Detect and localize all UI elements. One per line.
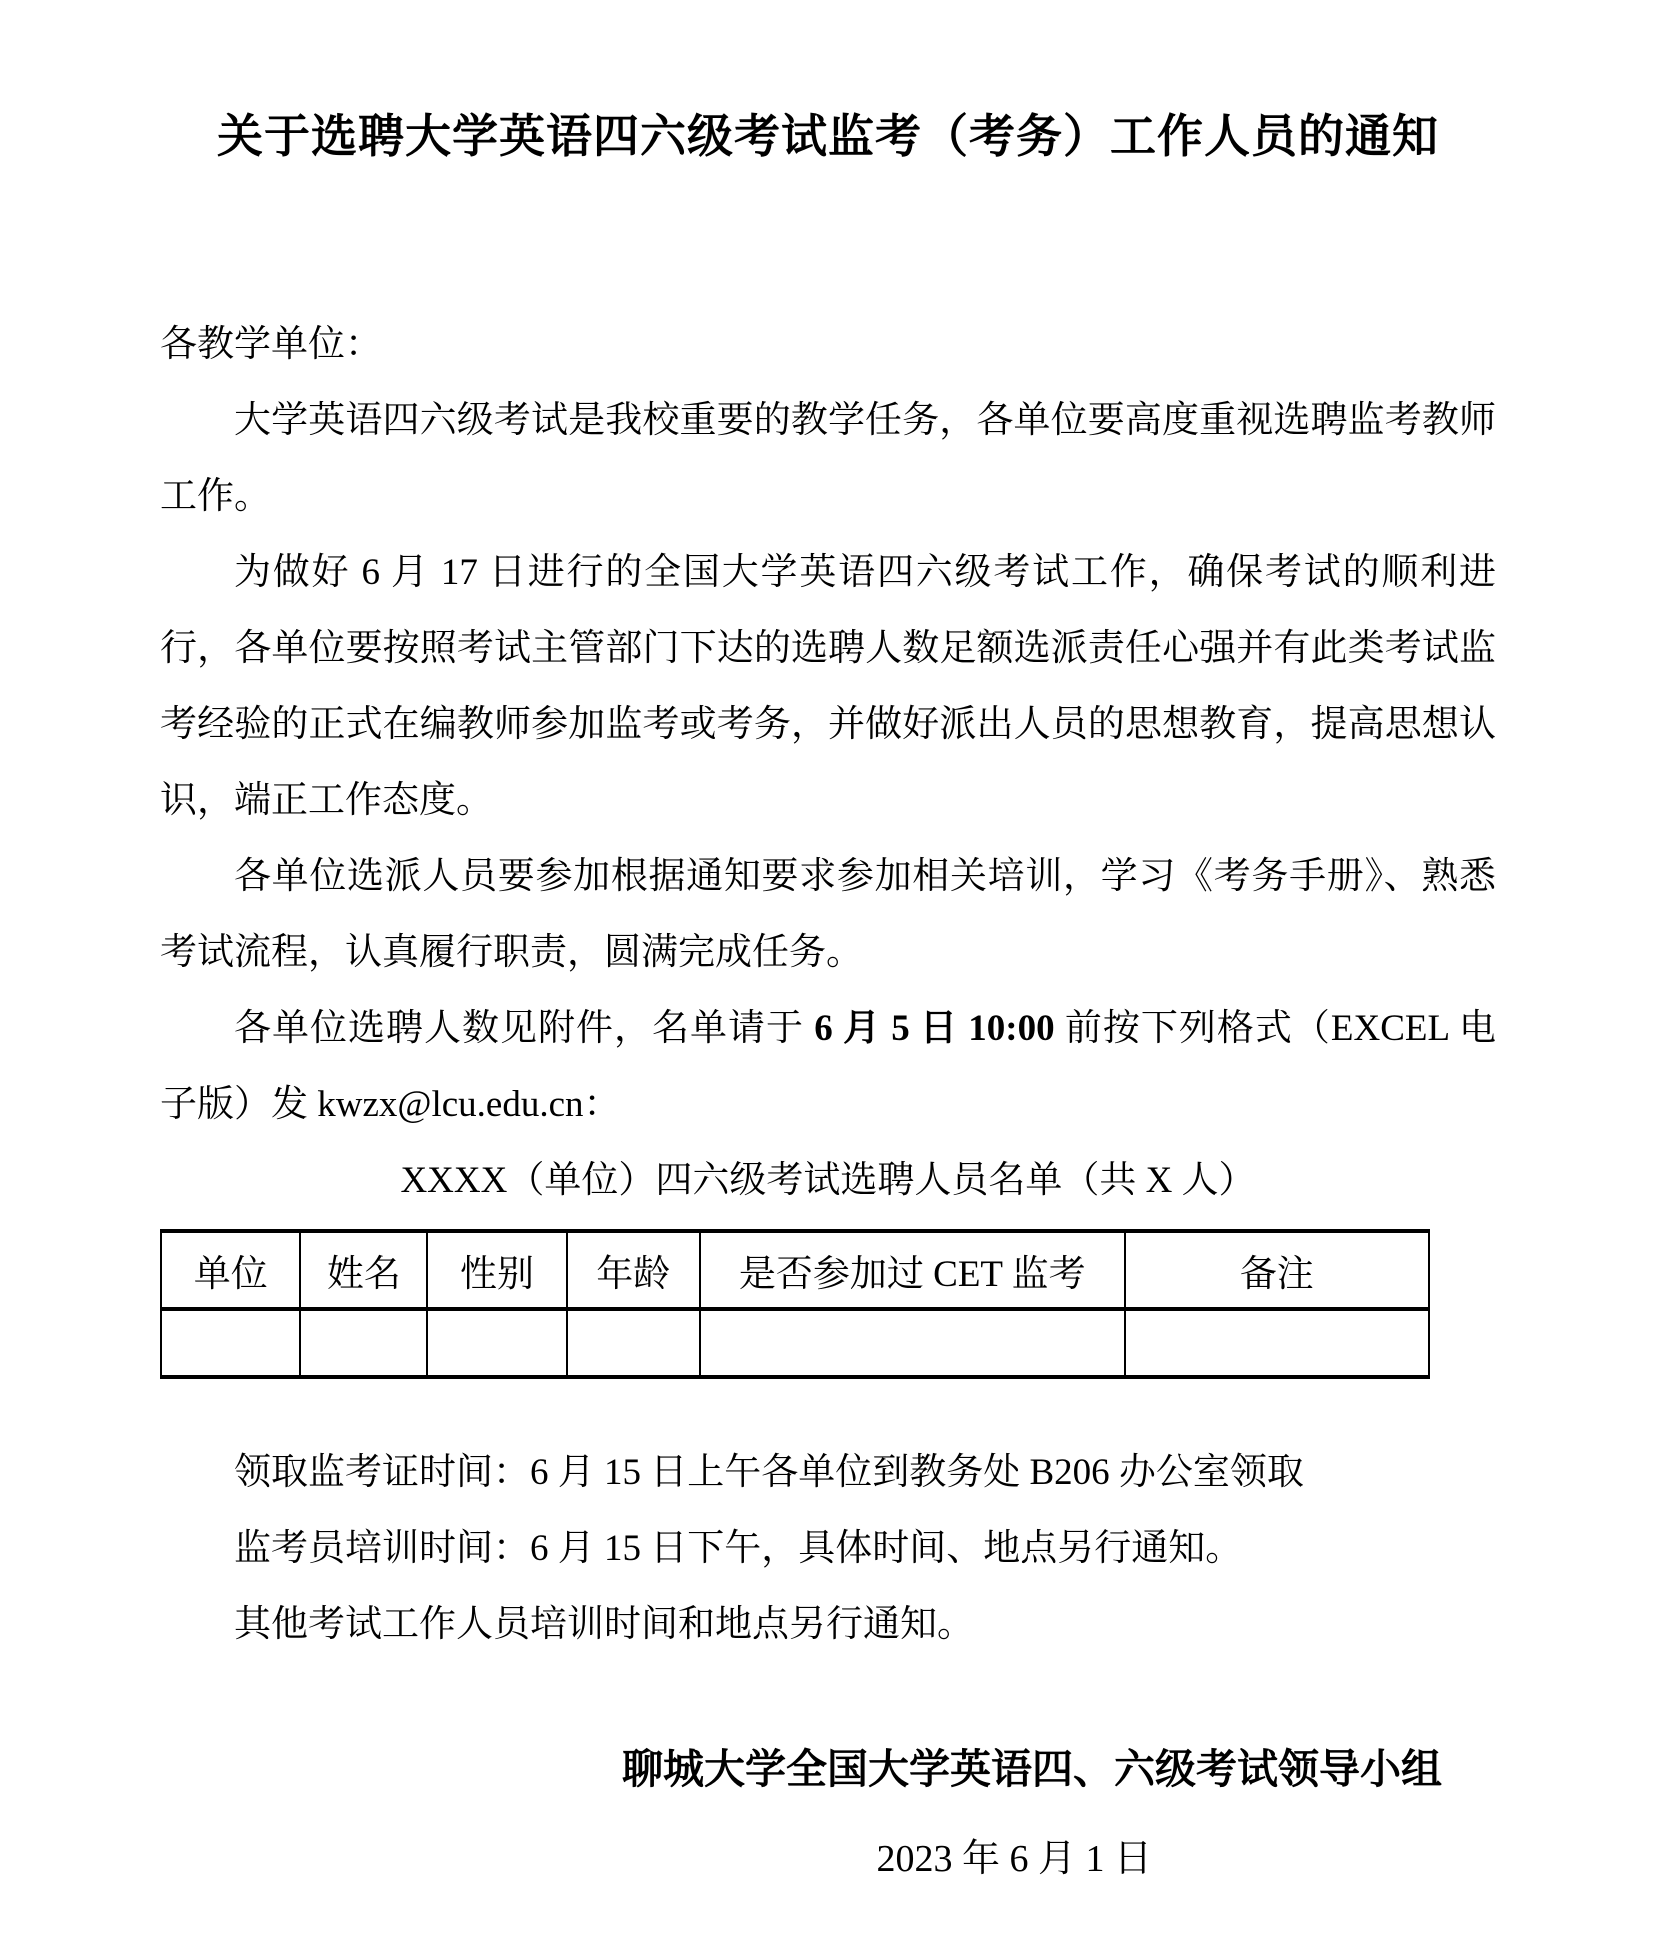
deadline-datetime: 6 月 5 日 10:00	[814, 1008, 1055, 1049]
empty-cell-name	[300, 1309, 427, 1377]
header-cell-gender: 性别	[427, 1231, 566, 1309]
roster-table	[160, 1229, 1430, 1379]
contact-email: kwzx@lcu.edu.cn	[317, 1084, 584, 1125]
issue-date: 2023 年 6 月 1 日	[876, 1838, 1152, 1880]
roster-empty-row	[161, 1309, 1429, 1377]
header-cell-unit: 单位	[161, 1231, 300, 1309]
deadline-text-tail: ：	[583, 1084, 621, 1125]
header-cell-cet-experience: 是否参加过 CET 监考	[700, 1231, 1125, 1309]
note-other-staff-training: 其他考试工作人员培训时间和地点另行通知。	[234, 1604, 974, 1645]
header-cell-age: 年龄	[567, 1231, 700, 1309]
paragraph-requirements: 为做好 6 月 17 日进行的全国大学英语四六级考试工作，确保考试的顺利进行，各单位要按照考试主管部门下达的选聘人数足额选派责任心强并有此类考试监考经验的正式在编教师参加监考或考务，并做好派出人员的思想教育，提高思想认识，端正工作态度。	[160, 552, 1496, 821]
document-body	[160, 307, 1496, 1219]
empty-cell-remarks	[1125, 1309, 1429, 1377]
note-proctor-card-pickup: 领取监考证时间：6 月 15 日上午各单位到教务处 B206 办公室领取	[234, 1452, 1304, 1493]
paragraph-deadline	[160, 991, 1496, 1143]
issuer-signature: 聊城大学全国大学英语四、六级考试领导小组	[622, 1746, 1442, 1792]
empty-cell-cet-experience	[700, 1309, 1125, 1377]
roster-list-title: XXXX（单位）四六级考试选聘人员名单（共 X 人）	[400, 1160, 1256, 1201]
notes-section	[160, 1435, 1496, 1663]
empty-cell-age	[567, 1309, 700, 1377]
deadline-text-before: 各单位选聘人数见附件，名单请于	[234, 1008, 815, 1049]
empty-cell-unit	[161, 1309, 300, 1377]
salutation: 各教学单位：	[160, 324, 382, 365]
deadline-text-after: 前按下列格式（EXCEL 电子版）发	[160, 1008, 1496, 1125]
paragraph-importance: 大学英语四六级考试是我校重要的教学任务，各单位要高度重视选聘监考教师工作。	[160, 400, 1496, 517]
header-cell-remarks: 备注	[1125, 1231, 1429, 1309]
header-cell-name: 姓名	[300, 1231, 427, 1309]
empty-cell-gender	[427, 1309, 566, 1377]
paragraph-training: 各单位选派人员要参加根据通知要求参加相关培训，学习《考务手册》、熟悉考试流程，认真履行职责，圆满完成任务。	[160, 856, 1496, 973]
page-title: 关于选聘大学英语四六级考试监考（考务）工作人员的通知	[217, 111, 1439, 162]
roster-header-row	[161, 1231, 1429, 1309]
note-proctor-training: 监考员培训时间：6 月 15 日下午，具体时间、地点另行通知。	[234, 1528, 1243, 1569]
